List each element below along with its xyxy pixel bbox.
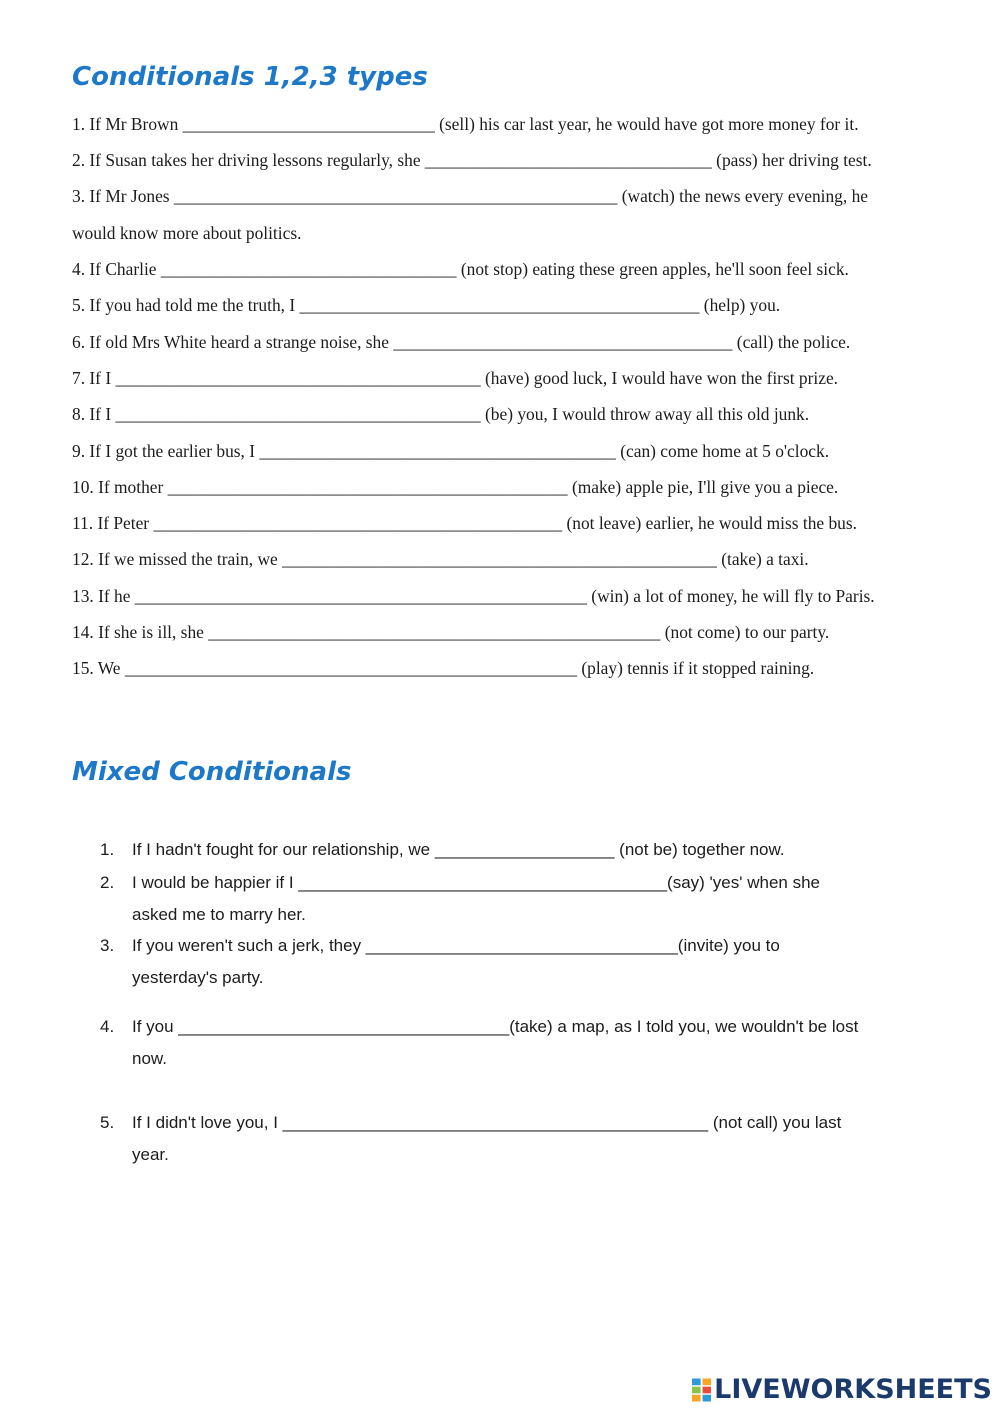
mixed-question-continuation: asked me to marry her. xyxy=(132,905,306,924)
question-line: 5. If you had told me the truth, I ______________________________________________ (help) you. xyxy=(72,295,781,315)
question-line: 8. If I __________________________________________ (be) you, I would throw away all this old junk. xyxy=(72,404,810,424)
item-text: If I hadn't fought for our relationship, we ___________________ (not be) together now. xyxy=(132,840,785,859)
liveworksheets-logo-text: LIVEWORKSHEETS xyxy=(714,1374,992,1405)
item-number: 3. xyxy=(100,936,115,955)
item-number: 4. xyxy=(100,1017,115,1036)
question-line: 9. If I got the earlier bus, I _________________________________________ (can) come home at 5 o'clock. xyxy=(72,441,830,461)
question-line: 6. If old Mrs White heard a strange noise, she _______________________________________ (call) the police. xyxy=(72,332,851,352)
item-number: 2. xyxy=(100,873,115,892)
question-line: 1. If Mr Brown _____________________________ (sell) his car last year, he would have got more money for it. xyxy=(72,114,859,134)
question-line: 15. We ____________________________________________________ (play) tennis if it stopped raining. xyxy=(72,658,815,678)
section-heading-conditionals: Conditionals 1,2,3 types xyxy=(72,62,428,92)
section-heading-mixed-conditionals: Mixed Conditionals xyxy=(72,757,352,787)
question-line: 3. If Mr Jones ___________________________________________________ (watch) the news every evening, he xyxy=(72,186,868,206)
item-number: 1. xyxy=(100,840,115,859)
liveworksheets-logo-icon xyxy=(692,1378,711,1402)
question-line: 10. If mother ______________________________________________ (make) apple pie, I'll give you a piece. xyxy=(72,477,839,497)
mixed-question-item xyxy=(100,1015,858,1039)
question-line: 2. If Susan takes her driving lessons regularly, she _________________________________ (pass) her driving test. xyxy=(72,150,872,170)
question-line: 11. If Peter _______________________________________________ (not leave) earlier, he would miss the bus. xyxy=(72,513,857,533)
mixed-question-item xyxy=(100,871,820,895)
question-line: 12. If we missed the train, we __________________________________________________ (take) a taxi. xyxy=(72,549,809,569)
item-text: If I didn't love you, I _____________________________________________ (not call) you last xyxy=(132,1113,842,1132)
item-number: 5. xyxy=(100,1113,115,1132)
question-line: 7. If I __________________________________________ (have) good luck, I would have won the first prize. xyxy=(72,368,839,388)
mixed-question-continuation: now. xyxy=(132,1049,167,1068)
item-text: If you ___________________________________(take) a map, as I told you, we wouldn't be lost xyxy=(132,1017,859,1036)
question-line: 13. If he ____________________________________________________ (win) a lot of money, he will fly to Paris. xyxy=(72,586,875,606)
mixed-question-item xyxy=(100,838,785,862)
mixed-question-item xyxy=(100,1111,841,1135)
liveworksheets-logo xyxy=(692,1373,992,1407)
mixed-question-continuation: yesterday's party. xyxy=(132,968,264,987)
item-text: If you weren't such a jerk, they _________________________________(invite) you to xyxy=(132,936,780,955)
mixed-question-item xyxy=(100,934,780,958)
question-line-continuation: would know more about politics. xyxy=(72,223,302,243)
question-line: 14. If she is ill, she ____________________________________________________ (not come) to our party. xyxy=(72,622,830,642)
mixed-question-continuation: year. xyxy=(132,1145,169,1164)
item-text: I would be happier if I _______________________________________(say) 'yes' when she xyxy=(132,873,820,892)
question-line: 4. If Charlie __________________________________ (not stop) eating these green apples, he'll soon feel sick. xyxy=(72,259,849,279)
